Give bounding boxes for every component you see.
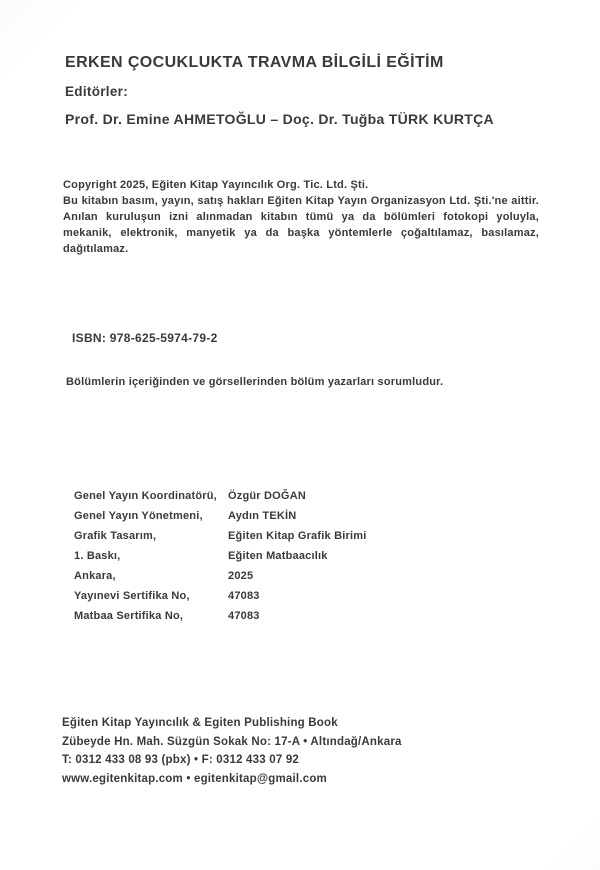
publisher-contact-block [62,714,402,788]
credits-row-coordinator [74,486,366,506]
rights-paragraph: Bu kitabın basım, yayın, satış hakları Eğiten Kitap Yayın Organizasyon Ltd. Şti.'ne aittir. Anılan kuruluşun izni alınmadan kitabın tümü ya da bölümleri fotokopi yoluyla, mekanik, elektronik, manyetik ya da başka yöntemlerle çoğaltılamaz, basılamaz, dağıtılamaz. [63,195,539,255]
copyright-line: Copyright 2025, Eğiten Kitap Yayıncılık Org. Tic. Ltd. Şti. [63,179,369,191]
credits-row-publisher-certificate [74,586,366,606]
credits-label: Yayınevi Sertifika No, [74,590,190,602]
publisher-web-email: www.egitenkitap.com • egitenkitap@gmail.com [62,772,327,785]
credits-row-printer-certificate [74,606,366,626]
publisher-name: Eğiten Kitap Yayıncılık & Egiten Publishing Book [62,717,338,729]
credits-row-director [74,506,366,526]
publisher-phone-fax: T: 0312 433 08 93 (pbx) • F: 0312 433 07 92 [62,754,300,766]
credits-row-edition [74,546,366,566]
credits-value: Aydın TEKİN [228,510,297,522]
credits-value: 47083 [228,610,260,622]
copyright-block [63,177,539,257]
credits-label: Genel Yayın Koordinatörü, [74,490,217,502]
isbn-number: ISBN: 978-625-5974-79-2 [72,331,218,345]
credits-value: Özgür DOĞAN [228,490,306,502]
credits-value: Eğiten Kitap Grafik Birimi [228,530,367,542]
editors-label: Editörler: [65,84,129,99]
editors-names: Prof. Dr. Emine AHMETOĞLU – Doç. Dr. Tuğba TÜRK KURTÇA [65,111,494,127]
book-title: ERKEN ÇOCUKLUKTA TRAVMA BİLGİLİ EĞİTİM [65,54,444,71]
credits-table [74,486,366,626]
credits-value: Eğiten Matbaacılık [228,550,328,562]
credits-label: Grafik Tasarım, [74,530,157,542]
credits-value: 47083 [228,590,260,602]
publisher-address: Zübeyde Hn. Mah. Süzgün Sokak No: 17-A • Altındağ/Ankara [62,735,402,748]
credits-label: Ankara, [74,570,116,582]
credits-label: Matbaa Sertifika No, [74,610,184,622]
credits-value: 2025 [228,570,254,582]
credits-row-city-year [74,566,366,586]
credits-label: 1. Baskı, [74,550,121,562]
credits-label: Genel Yayın Yönetmeni, [74,510,203,522]
credits-row-graphic-design [74,526,366,546]
responsibility-note: Bölümlerin içeriğinden ve görsellerinden bölüm yazarları sorumludur. [66,376,444,388]
